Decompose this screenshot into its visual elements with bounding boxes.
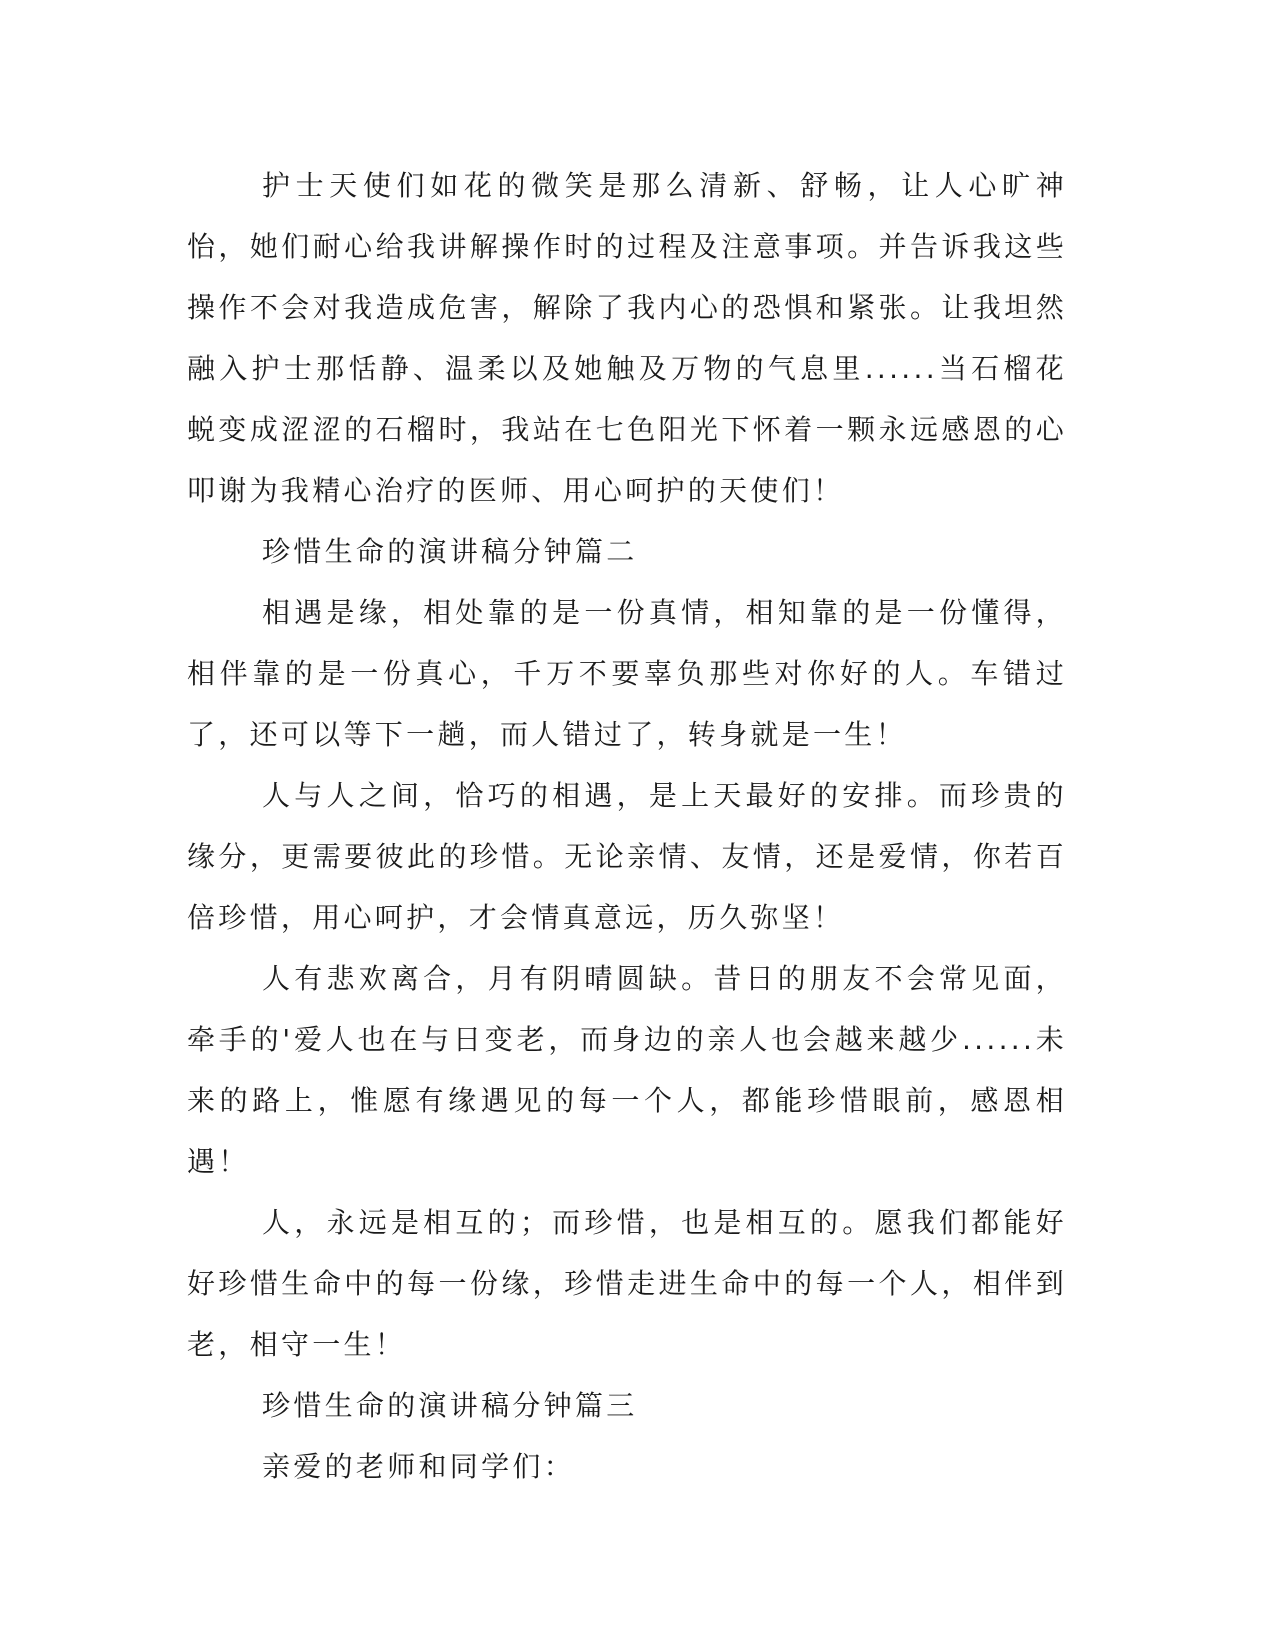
paragraph-joys-and-sorrows: 人有悲欢离合，月有阴晴圆缺。昔日的朋友不会常见面，牵手的'爱人也在与日变老，而身边的亲人也会越来越少......未来的路上，惟愿有缘遇见的每一个人，都能珍惜眼前，感恩相遇！: [187, 962, 1067, 1178]
salutation: 亲爱的老师和同学们：: [262, 1450, 576, 1483]
paragraph-between-people: 人与人之间，恰巧的相遇，是上天最好的安排。而珍贵的缘分，更需要彼此的珍惜。无论亲情、友情，还是爱情，你若百倍珍惜，用心呵护，才会情真意远，历久弥坚！: [187, 779, 1067, 934]
document-page: [187, 155, 1067, 1497]
paragraph-nurses-smile: 护士天使们如花的微笑是那么清新、舒畅，让人心旷神怡，她们耐心给我讲解操作时的过程及注意事项。并告诉我这些操作不会对我造成危害，解除了我内心的恐惧和紧张。让我坦然融入护士那恬静、温柔以及她触及万物的气息里......当石榴花蜕变成涩涩的石榴时，我站在七色阳光下怀着一颗永远感恩的心叩谢为我精心治疗的医师、用心呵护的天使们！: [187, 169, 1067, 507]
section-heading-part-two: 珍惜生命的演讲稿分钟篇二: [262, 535, 638, 568]
paragraph-mutual-cherish: 人，永远是相互的；而珍惜，也是相互的。愿我们都能好好珍惜生命中的每一份缘，珍惜走进生命中的每一个人，相伴到老，相守一生！: [187, 1206, 1067, 1361]
paragraph-encounter-fate: 相遇是缘，相处靠的是一份真情，相知靠的是一份懂得，相伴靠的是一份真心，千万不要辜负那些对你好的人。车错过了，还可以等下一趟，而人错过了，转身就是一生！: [187, 596, 1067, 751]
section-heading-part-three: 珍惜生命的演讲稿分钟篇三: [262, 1389, 638, 1422]
